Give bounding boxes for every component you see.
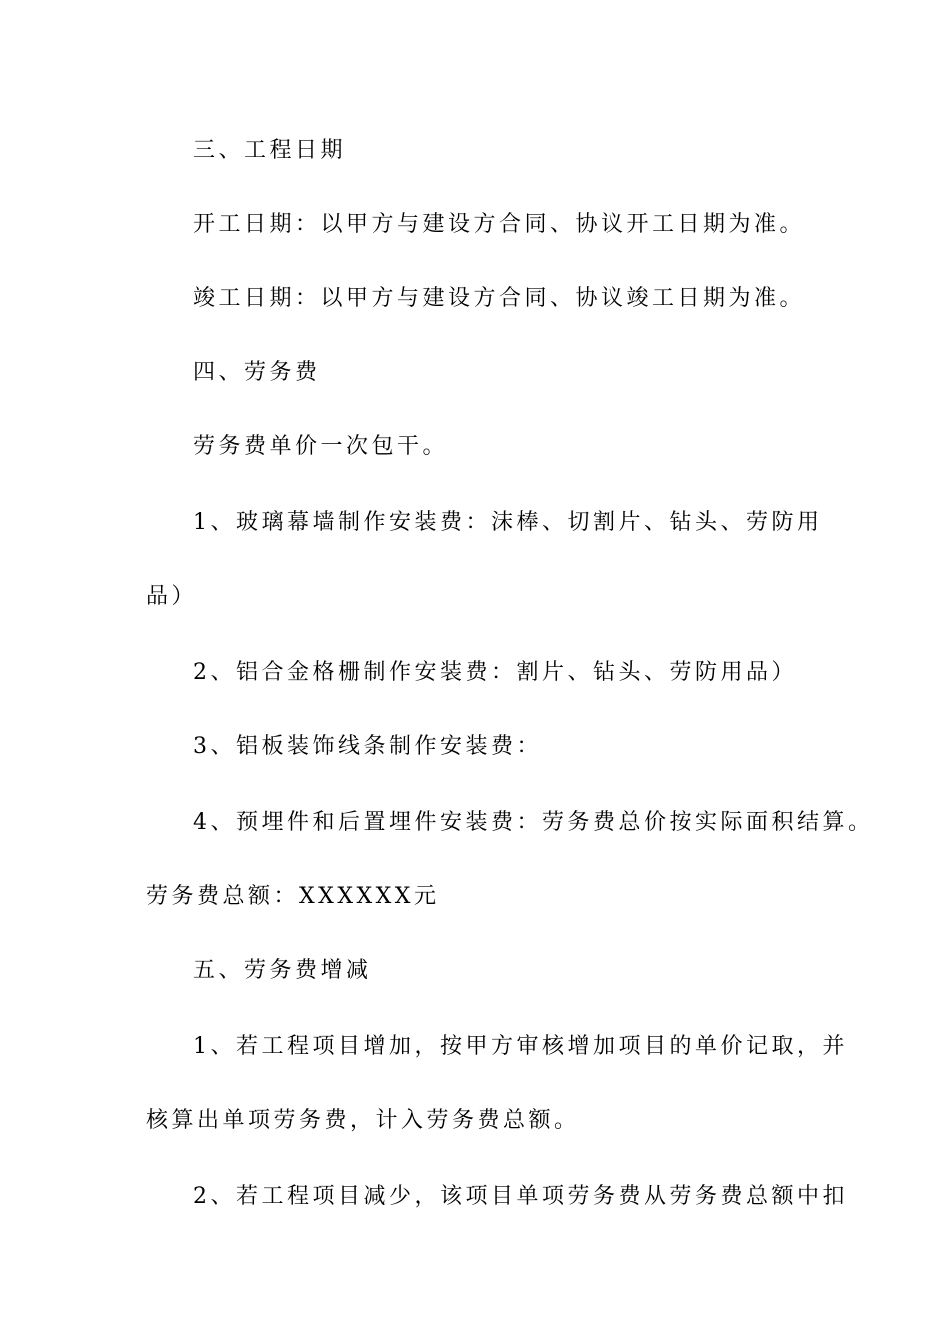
list-item-4: 4、预埋件和后置埋件安装费：劳务费总价按实际面积结算。	[193, 810, 874, 835]
section-heading-project-dates: 三、工程日期	[193, 138, 347, 163]
section-heading-labor-fee: 四、劳务费	[193, 360, 321, 385]
adjustment-item-2: 2、若工程项目减少，该项目单项劳务费从劳务费总额中扣	[193, 1184, 848, 1209]
paragraph-total-amount: 劳务费总额：XXXXXX元	[146, 884, 440, 909]
list-item-1-line-2: 品）	[146, 584, 198, 609]
adjustment-item-1-line-2: 核算出单项劳务费，计入劳务费总额。	[146, 1108, 580, 1133]
paragraph-start-date: 开工日期：以甲方与建设方合同、协议开工日期为准。	[193, 212, 806, 237]
paragraph-unit-price: 劳务费单价一次包干。	[193, 434, 449, 459]
list-item-3: 3、铝板装饰线条制作安装费：	[193, 734, 542, 759]
adjustment-item-1-line-1: 1、若工程项目增加，按甲方审核增加项目的单价记取，并	[193, 1034, 848, 1059]
list-item-1-line-1: 1、玻璃幕墙制作安装费：沫棒、切割片、钻头、劳防用	[193, 510, 823, 535]
paragraph-completion-date: 竣工日期：以甲方与建设方合同、协议竣工日期为准。	[193, 286, 806, 311]
list-item-2: 2、铝合金格栅制作安装费：割片、钻头、劳防用品）	[193, 660, 797, 685]
section-heading-fee-adjustment: 五、劳务费增减	[193, 958, 372, 983]
